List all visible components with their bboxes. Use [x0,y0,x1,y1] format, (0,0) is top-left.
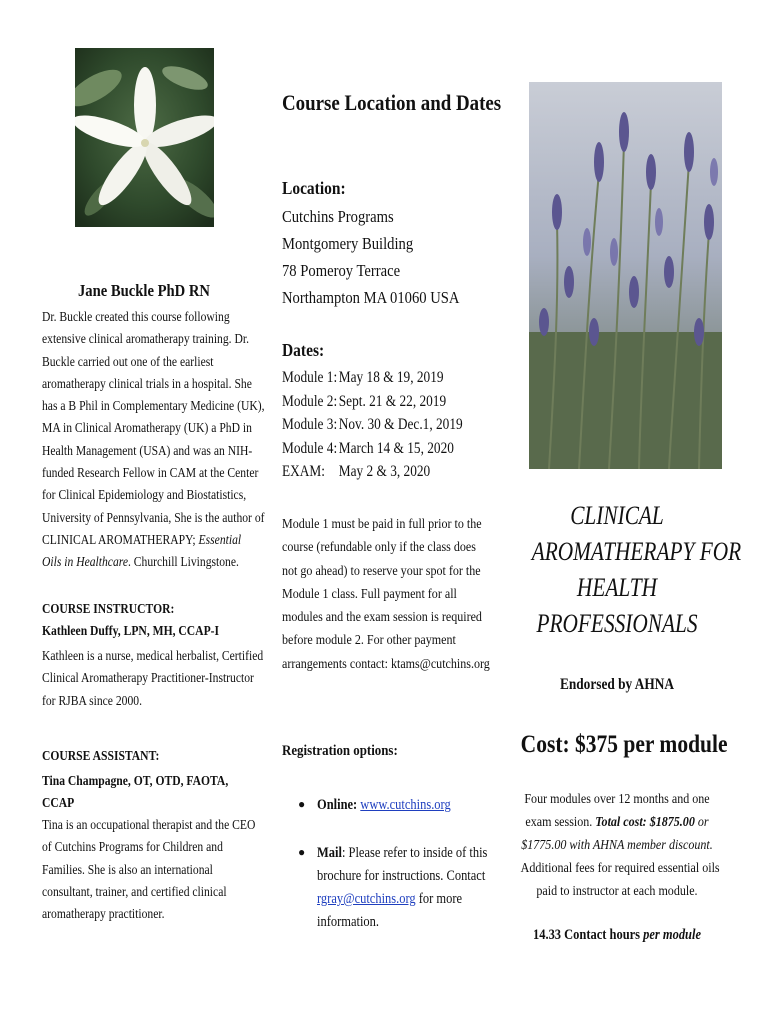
cost-line: Additional fees for required essential oils [520,861,720,876]
course-title-line: CLINICAL [570,501,664,530]
module-row [282,460,454,484]
assistant-name [42,770,228,815]
jasmine-flower-image [75,48,214,227]
payment-policy [282,513,490,676]
bullet-icon: ● [298,797,306,811]
cost-line [521,834,714,857]
address-line: Montgomery Building [282,234,414,253]
location-dates-title: Course Location and Dates [282,90,502,115]
instructor-heading: COURSE INSTRUCTOR: [42,601,175,616]
module-date: May 2 & 3, 2020 [338,463,431,480]
mail-line: brochure for instructions. Contact [317,868,486,884]
payment-line: modules and the exam session is required [282,610,482,626]
assistant-heading: COURSE ASSISTANT: [42,748,160,763]
assistant-line: of Cutchins Programs for Children and [42,839,223,855]
bio-line: funded Research Fellow in CAM at the Center [42,465,259,481]
total-cost: Total cost: $1875.00 [595,815,695,830]
bio-book-title-part2: Oils in Healthcare [42,554,128,570]
mail-line [317,888,487,911]
module-dates-table [282,366,463,484]
assistant-line: consultant, trainer, and certified clinical [42,883,227,899]
payment-line: Module 1 class. Full payment for all [282,586,457,602]
course-title-line: HEALTH [576,573,658,602]
module-row [282,390,454,414]
mail-line: information. [317,914,380,930]
course-title-line: PROFESSIONALS [536,609,698,638]
assistant-name-line: Tina Champagne, OT, OTD, FAOTA, [42,773,229,788]
bio-line: extensive clinical aromatherapy training. Dr. [42,331,249,347]
module-label: Module 2: [282,392,338,410]
bio-line [42,529,264,551]
mail-link[interactable]: rgray@cutchins.org [317,891,416,907]
assistant-line: Families. She is also an international [42,861,213,877]
instructor-description [42,645,263,712]
mail-text: : Please refer to inside of this [341,845,488,861]
cost-line [521,811,714,834]
payment-line: before module 2. For other payment [282,633,456,649]
module-row [282,437,454,461]
bio-line: Health Management (USA) and was an NIH- [42,442,253,458]
module-label: EXAM: [282,463,325,480]
bullet-icon: ● [298,845,306,859]
mail-line [317,842,487,865]
online-link[interactable]: www.cutchins.org [360,797,451,813]
payment-line: not go ahead) to reserve your spot for the [282,563,481,579]
bio-line: Dr. Buckle created this course following [42,309,230,324]
hours-unit: per module [643,927,701,943]
course-title [513,498,742,642]
bio-line: MA in Clinical Aromatherapy (UK) a PhD in [42,420,252,436]
payment-line: course (refundable only if the class does [282,540,476,556]
bio-book-suffix: . Churchill Livingstone. [127,554,239,570]
discount-text: $1775.00 with AHNA member discount. [521,838,713,853]
lavender-field-image [529,82,722,469]
hours-value: 14.33 Contact hours [532,927,644,943]
instructor-line: Kathleen is a nurse, medical herbalist, Certified [42,648,264,663]
online-label: Online: [317,797,358,813]
bio-book-prefix: CLINICAL AROMATHERAPY; [42,531,199,547]
location-address [282,203,459,311]
address-line: Northampton MA 01060 USA [282,288,460,307]
module-date: March 14 & 15, 2020 [338,439,454,457]
contact-hours [521,927,714,944]
cost-text: exam session. [525,815,596,830]
mail-label: Mail [317,845,342,861]
cost-heading: Cost: $375 per module [520,731,728,758]
instructor-name: Kathleen Duffy, LPN, MH, CCAP-I [42,623,220,638]
assistant-line: Tina is an occupational therapist and the CEO [42,817,256,832]
bio-line: for Clinical Epidemiology and Biostatistics, [42,487,247,503]
assistant-description [42,814,255,925]
module-label: Module 4: [282,439,338,457]
cost-line: paid to instructor at each module. [536,884,698,899]
endorsement: Endorsed by AHNA [559,676,675,693]
payment-line: Module 1 must be paid in full prior to the [282,517,482,532]
mail-text: for more [415,891,463,907]
bio-title: Jane Buckle PhD RN [77,281,210,300]
assistant-line: aromatherapy practitioner. [42,906,165,922]
cost-text: or [694,815,709,830]
address-line: 78 Pomeroy Terrace [282,261,401,280]
payment-line: arrangements contact: ktams@cutchins.org [282,656,490,672]
instructor-line: for RJBA since 2000. [42,692,142,708]
assistant-name-line: CCAP [42,795,75,811]
module-date: Nov. 30 & Dec.1, 2019 [338,416,463,433]
bio-paragraph [42,306,264,574]
bio-line: Buckle carried out one of the earliest [42,353,214,369]
bio-line: has a B Phil in Complementary Medicine (UK), [42,398,265,414]
module-label: Module 3: [282,416,338,433]
bio-line: aromatherapy clinical trials in a hospital. She [42,375,252,391]
module-date: May 18 & 19, 2019 [338,369,444,386]
registration-heading: Registration options: [282,743,398,759]
location-heading: Location: [282,178,346,198]
registration-mail [317,842,487,934]
module-row [282,366,454,390]
module-date: Sept. 21 & 22, 2019 [338,392,447,410]
bio-line: University of Pennsylvania, She is the author of [42,509,265,525]
bio-line [42,551,264,573]
dates-heading: Dates: [282,340,325,360]
address-line: Cutchins Programs [282,207,394,226]
registration-online [317,794,451,817]
cost-line: Four modules over 12 months and one [524,792,710,807]
module-label: Module 1: [282,369,338,386]
cost-details [505,788,729,903]
instructor-line: Clinical Aromatherapy Practitioner-Instructor [42,670,254,686]
course-title-line: AROMATHERAPY FOR [531,537,742,566]
bio-book-title-part1: Essential [198,531,242,547]
module-row [282,413,463,437]
